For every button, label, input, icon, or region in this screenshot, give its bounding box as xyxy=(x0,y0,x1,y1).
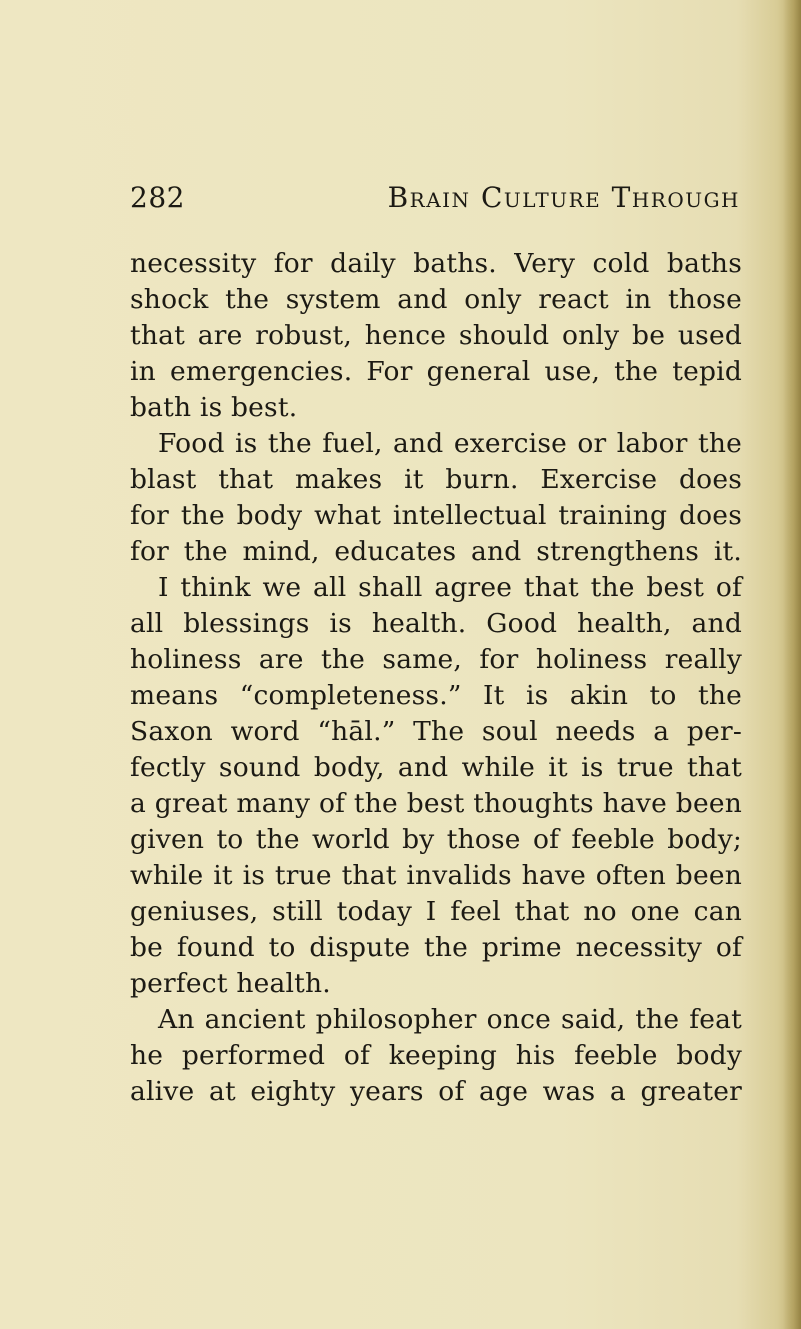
text-line: means “completeness.” It is akin to the xyxy=(130,680,742,711)
text-line: that are robust, hence should only be used xyxy=(130,320,742,351)
text-line: for the mind, educates and strengthens it. xyxy=(130,536,742,567)
text-line: blast that makes it burn. Exercise does xyxy=(130,464,742,495)
text-line: Food is the fuel, and exercise or labor the xyxy=(158,428,742,459)
text-line: I think we all shall agree that the best of xyxy=(158,572,742,603)
text-line: fectly sound body, and while it is true that xyxy=(130,752,742,783)
page-header xyxy=(130,178,740,218)
text-line: be found to dispute the prime necessity of xyxy=(130,932,742,963)
text-line: necessity for daily baths. Very cold baths xyxy=(130,248,742,279)
page-number: 282 xyxy=(130,181,185,214)
body-text xyxy=(130,246,742,1110)
text-line: alive at eighty years of age was a greater xyxy=(130,1076,742,1107)
page-edge-shadow xyxy=(783,0,801,1329)
text-line: while it is true that invalids have often been xyxy=(130,860,742,891)
text-line: bath is best. xyxy=(130,392,298,423)
text-line: holiness are the same, for holiness really xyxy=(130,644,742,675)
text-line: a great many of the best thoughts have been xyxy=(130,788,742,819)
text-line: he performed of keeping his feeble body xyxy=(130,1040,742,1071)
text-line: shock the system and only react in those xyxy=(130,284,742,315)
text-line: all blessings is health. Good health, and xyxy=(130,608,742,639)
text-line: geniuses, still today I feel that no one can xyxy=(130,896,742,927)
text-line: given to the world by those of feeble body; xyxy=(130,824,742,855)
text-line: perfect health. xyxy=(130,968,331,999)
text-line: for the body what intellectual training does xyxy=(130,500,742,531)
running-head: Brain Culture Through xyxy=(387,181,740,214)
text-line: Saxon word “hāl.” The soul needs a per- xyxy=(130,716,742,747)
text-line: An ancient philosopher once said, the feat xyxy=(158,1004,742,1035)
text-line: in emergencies. For general use, the tepid xyxy=(130,356,742,387)
